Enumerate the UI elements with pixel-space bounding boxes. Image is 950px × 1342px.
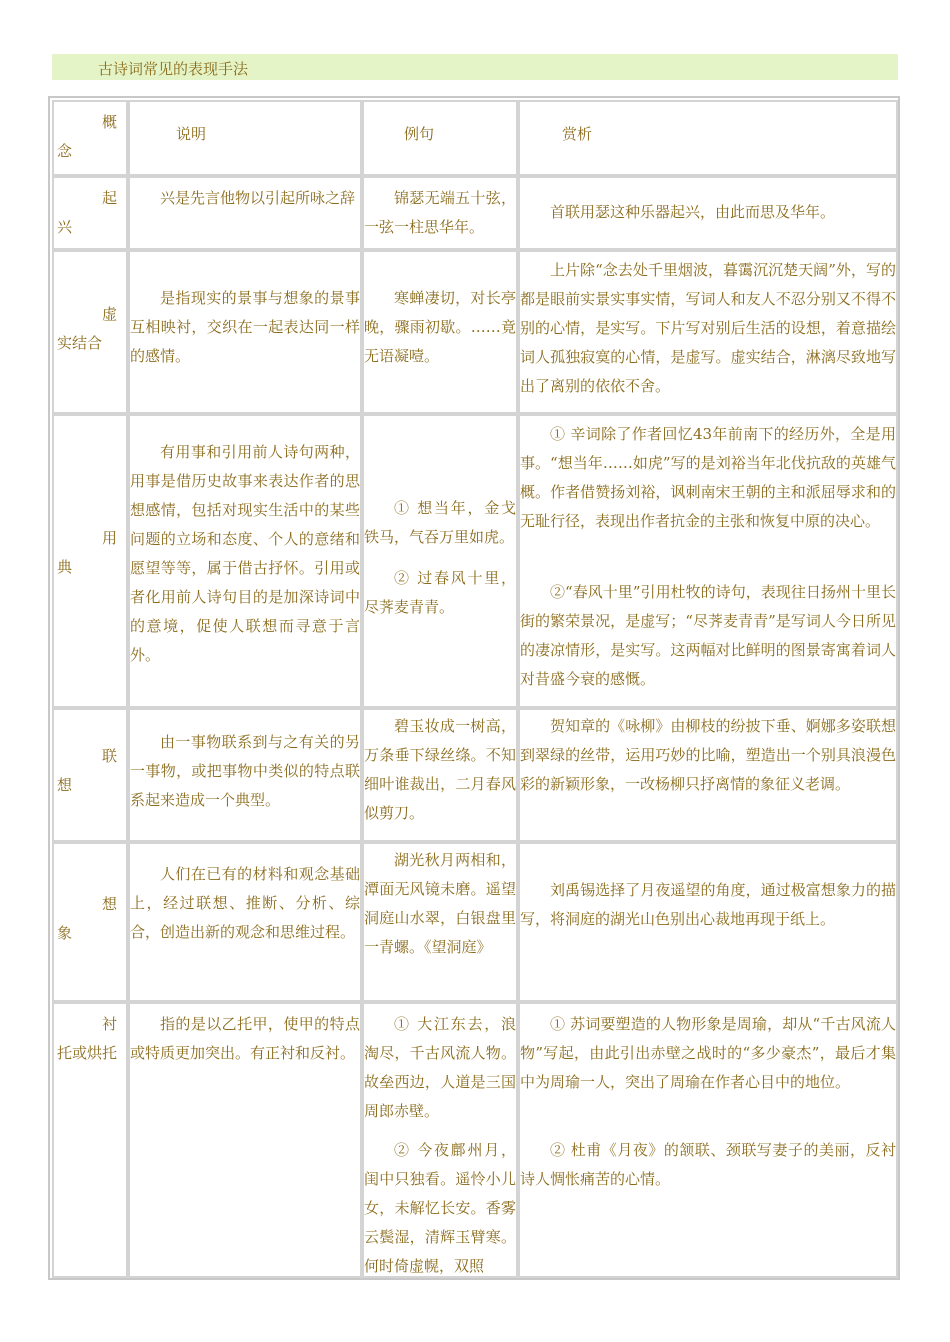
header-concept: 概念	[57, 113, 118, 160]
explanation-text: 人们在已有的材料和观念基础上，经过联想、推断、分析、综合，创造出新的观念和思维过程。	[130, 865, 360, 941]
analysis-text: 刘禹锡选择了月夜遥望的角度，通过极富想象力的描写，将洞庭的湖光山色别出心裁地再现于纸上。	[520, 881, 896, 928]
example-cell	[362, 250, 518, 414]
explanation-text: 兴是先言他物以引起所咏之辞	[160, 189, 356, 207]
title-bar	[52, 54, 898, 80]
explanation-text: 由一事物联系到与之有关的另一事物，或把事物中类似的特点联系起来造成一个典型。	[130, 733, 360, 809]
explanation-cell	[128, 176, 362, 250]
explanation-cell	[128, 250, 362, 414]
analysis-cell	[518, 176, 898, 250]
example-cell	[362, 708, 518, 842]
example-cell	[362, 176, 518, 250]
analysis-text: ① 辛词除了作者回忆43年前南下的经历外，全是用事。“想当年……如虎”写的是刘裕当年北伐抗敌的英雄气概。作者借赞扬刘裕，讽刺南宋王朝的主和派屈辱求和的无耻行径，表现出作者抗金的主张和恢复中原的决心。	[520, 425, 896, 530]
table-row	[50, 708, 898, 842]
concept-cell	[52, 250, 128, 414]
concept-cell	[52, 842, 128, 1002]
concept-cell	[52, 1002, 128, 1278]
explanation-text: 是指现实的景事与想象的景事互相映衬，交织在一起表达同一样的感情。	[130, 289, 360, 365]
analysis-cell	[518, 842, 898, 1002]
table-row	[50, 842, 898, 1002]
example-text: ① 大江东去，浪淘尽，千古风流人物。故垒西边，人道是三国周郎赤壁。	[364, 1015, 516, 1120]
example-text: 寒蝉凄切，对长亭晚，骤雨初歇。……竟无语凝噎。	[364, 289, 516, 365]
header-explanation-cell	[128, 100, 362, 176]
example-cell	[362, 1002, 518, 1278]
table-header-row	[50, 100, 898, 176]
concept-text: 想象	[57, 895, 118, 942]
analysis-text: 贺知章的《咏柳》由柳枝的纷披下垂、婀娜多姿联想到翠绿的丝带，运用巧妙的比喻，塑造出一个别具浪漫色彩的新颖形象，一改杨柳只抒离情的象征义老调。	[520, 717, 896, 793]
explanation-cell	[128, 708, 362, 842]
example-text: 锦瑟无端五十弦，一弦一柱思华年。	[364, 189, 516, 236]
example-text: 碧玉妆成一树高，万条垂下绿丝绦。不知细叶谁裁出，二月春风似剪刀。	[364, 717, 516, 822]
explanation-cell	[128, 842, 362, 1002]
analysis-text: ②“春风十里”引用杜牧的诗句，表现往日扬州十里长街的繁荣景况，是虚写；“尽荠麦青青”是写词人今日所见的凄凉情形，是实写。这两幅对比鲜明的图景寄寓着词人对昔盛今衰的感慨。	[520, 583, 896, 688]
table-row	[50, 250, 898, 414]
analysis-text: 首联用瑟这种乐器起兴，由此而思及华年。	[550, 203, 836, 221]
explanation-text: 指的是以乙托甲，使甲的特点或特质更加突出。有正衬和反衬。	[130, 1015, 360, 1062]
concept-text: 用典	[57, 529, 118, 576]
explanation-cell	[128, 1002, 362, 1278]
example-text: ② 今夜鄜州月，闺中只独看。遥怜小儿女，未解忆长安。香雾云鬓湿，清辉玉臂寒。何时倚虚幌，双照	[364, 1141, 516, 1275]
table-row	[50, 414, 898, 708]
page-title: 古诗词常见的表现手法	[98, 60, 249, 78]
analysis-text: 上片除“念去处千里烟波，暮霭沉沉楚天阔”外，写的都是眼前实景实事实情，写词人和友人不忍分别又不得不别的心情，是实写。下片写对别后生活的设想，着意描绘词人孤独寂寞的心情，是虚写。虚实结合，淋漓尽致地写出了离别的依依不舍。	[520, 261, 896, 395]
concept-cell	[52, 176, 128, 250]
explanation-cell	[128, 414, 362, 708]
header-analysis: 赏析	[562, 125, 593, 143]
analysis-cell	[518, 414, 898, 708]
analysis-text: ① 苏词要塑造的人物形象是周瑜，却从“千古风流人物”写起，由此引出赤壁之战时的“多少豪杰”，最后才集中为周瑜一人，突出了周瑜在作者心目中的地位。	[520, 1015, 896, 1091]
concept-text: 起兴	[57, 189, 118, 236]
example-cell	[362, 414, 518, 708]
header-concept-cell	[52, 100, 128, 176]
example-cell	[362, 842, 518, 1002]
analysis-cell	[518, 250, 898, 414]
header-analysis-cell	[518, 100, 898, 176]
header-example: 例句	[404, 125, 435, 143]
concept-cell	[52, 708, 128, 842]
analysis-text: ② 杜甫《月夜》的颔联、颈联写妻子的美丽，反衬诗人惆怅痛苦的心情。	[520, 1141, 896, 1188]
header-example-cell	[362, 100, 518, 176]
table-row	[50, 1002, 898, 1278]
techniques-table	[48, 96, 900, 1280]
header-explanation: 说明	[176, 125, 207, 143]
concept-text: 联想	[57, 747, 118, 794]
table-row	[50, 176, 898, 250]
example-text: 湖光秋月两相和，潭面无风镜未磨。遥望洞庭山水翠，白银盘里一青螺。《望洞庭》	[364, 851, 516, 956]
concept-cell	[52, 414, 128, 708]
analysis-cell	[518, 1002, 898, 1278]
analysis-cell	[518, 708, 898, 842]
explanation-text: 有用事和引用前人诗句两种，用事是借历史故事来表达作者的思想感情，包括对现实生活中的某些问题的立场和态度、个人的意绪和愿望等等，属于借古抒怀。引用或者化用前人诗句目的是加深诗词中的意境，促使人联想而寻意于言外。	[130, 443, 360, 664]
concept-text: 衬托或烘托	[57, 1015, 118, 1062]
concept-text: 虚实结合	[57, 305, 118, 352]
example-text: ① 想当年，金戈铁马，气吞万里如虎。	[364, 499, 516, 546]
example-text: ② 过春风十里，尽荠麦青青。	[364, 569, 516, 616]
